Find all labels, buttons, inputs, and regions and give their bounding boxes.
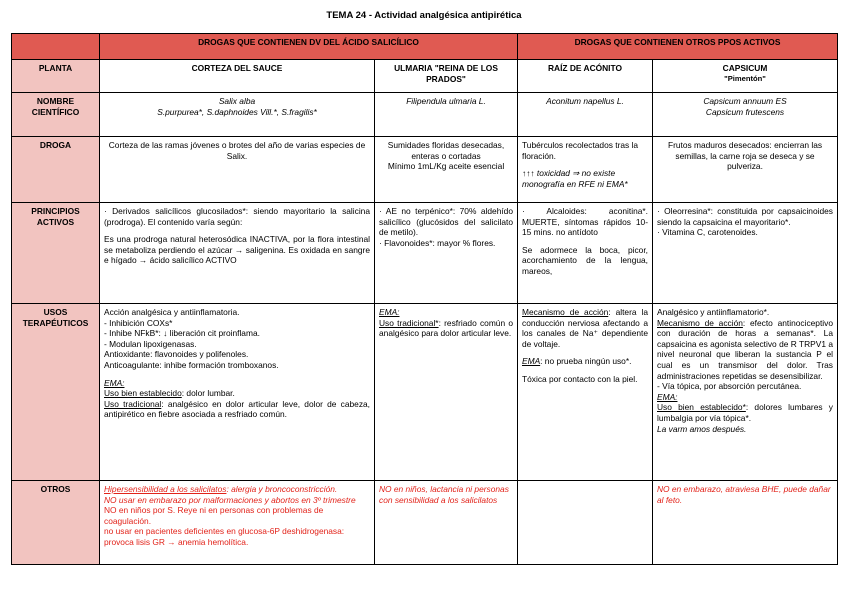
usos-capsicum-wellest [657, 402, 833, 423]
usos-ulmaria-trad [379, 318, 513, 339]
usos-sauce-ema: EMA: [104, 377, 125, 388]
usos-aconito-ema-label: EMA [522, 356, 541, 367]
page-title: TEMA 24 - Actividad analgésica antipirética [326, 10, 522, 21]
usos-aconito-mech [522, 307, 648, 349]
table-row-planta [12, 60, 838, 93]
principios-aconito-2: Se adormece la boca, picor, acorchamiento de la lengua, mareos, [522, 244, 648, 276]
principios-sauce-2: Es una prodroga natural heterosódica INACTIVA, por la flora intestinal se metaboliza perdiendo el azúcar → saligenina. Es oxidada en sangre e hígado → ácido salicílico ACTIVO [104, 234, 370, 266]
principios-capsicum-1: · Oleorresina*: constituida por capsaicinoides siendo la capsaicina el mayoritario*. [657, 206, 833, 227]
usos-aconito-ema [522, 356, 648, 367]
usos-sauce-line-5: Antioxidante: flavonoides y polifenoles. [104, 349, 249, 360]
row-label-droga: DROGA [12, 137, 100, 203]
otros-sauce-2: NO usar en embarazo por malformaciones y abortos en 3º trimestre [104, 494, 356, 505]
table-row-nombre [12, 93, 838, 137]
droga-ulmaria-2: Mínimo 1mL/Kg aceite esencial [387, 161, 505, 172]
row-label-usos: USOS TERAPÉUTICOS [12, 304, 100, 481]
table-row-droga [12, 137, 838, 203]
usos-capsicum-mech-text: : efecto antinociceptivo con duración de horas a semanas*. La capsaicina es agonista selectivo de R TRPV1 a nivel neuronal que liberan la sustancia P el cual es un transmisor del dolor. Tras administraciones repetidas se desensibilizar. [657, 317, 834, 381]
usos-aconito-ema-text: : no prueba ningún uso*. [540, 356, 632, 367]
principios-aconito [518, 203, 653, 304]
usos-capsicum [653, 304, 838, 481]
table-row-otros [12, 481, 838, 565]
usos-aconito-mech-text: : altera la conducción nerviosa afectando a los canales de Na⁺ dependiente de voltaje. [522, 307, 649, 349]
usos-sauce-trad-label: Uso tradicional [104, 398, 162, 409]
otros-sauce-1 [104, 484, 370, 495]
plant-name-aconito: RAÍZ DE ACÓNITO [518, 60, 653, 93]
principios-ulmaria [375, 203, 518, 304]
usos-sauce-line-4: - Modulan lipoxigenasas. [104, 338, 197, 349]
plant-name-capsicum-label: CAPSICUM [722, 63, 768, 73]
principios-ulmaria-1: · AE no terpénico*: 70% aldehído salicílico (glucósidos del salicilato de metilo). [379, 206, 513, 238]
table-row-principios [12, 203, 838, 304]
sci-name-sauce-1: Salix alba [218, 96, 256, 106]
sci-name-capsicum-2: Capsicum frutescens [705, 106, 785, 117]
otros-sauce-4: no usar en pacientes deficientes en glucosa-6P deshidrogenasa: provoca lisis GR → anemia hemolítica. [104, 526, 345, 547]
droga-capsicum: Frutos maduros desecados: encierran las semillas, la carne roja se deseca y se pulveriza. [653, 137, 838, 203]
principios-sauce-1: · Derivados salicílicos glucosilados*: siendo mayoritario la salicina (prodroga). El contenido varía según: [104, 206, 370, 227]
group-header-others: DROGAS QUE CONTIENEN OTROS PPOS ACTIVOS [518, 34, 838, 60]
usos-capsicum-mech-label: Mecanismo de acción [657, 317, 743, 328]
sci-name-sauce-2: S.purpurea*, S.daphnoides Vill.*, S.fragilis* [157, 106, 317, 117]
usos-sauce-line-3: - Inhibe NFkB*: ↓ liberación cit proinflama. [104, 328, 260, 339]
usos-aconito [518, 304, 653, 481]
usos-sauce-wellest-text: : dolor lumbar. [181, 388, 235, 399]
usos-sauce-trad [104, 399, 370, 420]
usos-sauce-wellest-label: Uso bien establecido [104, 388, 182, 399]
usos-capsicum-ema: EMA: [657, 391, 678, 402]
principios-capsicum [653, 203, 838, 304]
usos-aconito-mech-label: Mecanismo de acción [522, 307, 609, 317]
droga-aconito-2: ↑↑↑ toxicidad ⇒ no existe monografía en RFE ni EMA* [522, 168, 628, 189]
otros-ulmaria: NO en niños, lactancia ni personas con sensibilidad a los salicilatos [375, 481, 518, 565]
usos-aconito-tox: Tóxica por contacto con la piel. [522, 373, 638, 384]
plant-name-capsicum-subtitle: "Pimentón" [724, 73, 766, 83]
otros-sauce-1-label: Hipersensibilidad a los salicilatos [104, 484, 227, 494]
usos-capsicum-2: - Vía tópica, por absorción percutánea. [657, 381, 802, 392]
sci-name-sauce [100, 93, 375, 137]
sci-name-capsicum-1: Capsicum annuum ES [703, 96, 787, 106]
usos-sauce-trad-text: : analgésico en dolor articular leve, dolor de cabeza, antipirético en fiebre asociada a resfriado común. [104, 398, 370, 420]
row-label-principios: PRINCIPIOS ACTIVOS [12, 203, 100, 304]
usos-ulmaria [375, 304, 518, 481]
usos-capsicum-mech [657, 318, 833, 382]
plant-name-sauce: CORTEZA DEL SAUCE [100, 60, 375, 93]
otros-sauce [100, 481, 375, 565]
droga-ulmaria [375, 137, 518, 203]
sci-name-aconito: Aconitum napellus L. [518, 93, 653, 137]
principios-sauce [100, 203, 375, 304]
corner-cell [12, 34, 100, 60]
plant-name-ulmaria: ULMARIA "REINA DE LOS PRADOS" [375, 60, 518, 93]
usos-sauce-wellest [104, 388, 370, 399]
sci-name-ulmaria: Filipendula ulmaria L. [375, 93, 518, 137]
row-label-nombre: NOMBRE CIENTÍFICO [12, 93, 100, 137]
usos-capsicum-1: Analgésico y antiinflamatorio*. [657, 307, 770, 317]
usos-capsicum-3: La varm amos después. [657, 423, 747, 434]
usos-ulmaria-trad-label: Uso tradicional* [379, 317, 439, 328]
group-header-salicylic: DROGAS QUE CONTIENEN DV DEL ÁCIDO SALICÍLICO [100, 34, 518, 60]
usos-sauce-line-6: Anticoagulante: inhibe formación tromboxanos. [104, 359, 279, 370]
principios-capsicum-2: · Vitamina C, carotenoides. [657, 227, 758, 238]
comparison-table [11, 33, 838, 565]
otros-capsicum: NO en embarazo, atraviesa BHE, puede dañar al feto. [653, 481, 838, 565]
droga-aconito-1: Tubérculos recolectados tras la floración. [522, 140, 639, 161]
usos-sauce-line-1: Acción analgésica y antiinflamatoria. [104, 307, 240, 317]
row-label-planta: PLANTA [12, 60, 100, 93]
sci-name-capsicum [653, 93, 838, 137]
table-row-usos [12, 304, 838, 481]
usos-capsicum-wellest-text: : dolores lumbares y lumbalgia por vía tópica*. [657, 402, 833, 423]
usos-sauce [100, 304, 375, 481]
droga-ulmaria-1: Sumidades floridas desecadas, enteras o cortadas [387, 140, 505, 161]
usos-capsicum-wellest-label: Uso bien establecido* [657, 402, 746, 413]
usos-ulmaria-ema: EMA: [379, 307, 400, 317]
principios-ulmaria-2: · Flavonoides*: mayor % flores. [379, 237, 496, 248]
droga-sauce: Corteza de las ramas jóvenes o brotes del año de varias especies de Salix. [100, 137, 375, 203]
plant-name-capsicum [653, 60, 838, 93]
group-header-row [12, 34, 838, 60]
otros-sauce-1-text: : alergia y broncoconstricción. [226, 484, 338, 494]
principios-aconito-1: · Alcaloides: aconitina*. MUERTE, síntomas rápidos 10-15 mins. no antídoto [522, 206, 648, 238]
usos-ulmaria-trad-text: : resfriado común o analgésico para dolor articular leve. [379, 317, 514, 339]
row-label-otros: OTROS [12, 481, 100, 565]
otros-aconito [518, 481, 653, 565]
droga-aconito [518, 137, 653, 203]
usos-sauce-line-2: - Inhibición COXs* [104, 317, 173, 328]
otros-sauce-3: NO en niños por S. Reye ni en personas con problemas de coagulación. [104, 505, 324, 526]
